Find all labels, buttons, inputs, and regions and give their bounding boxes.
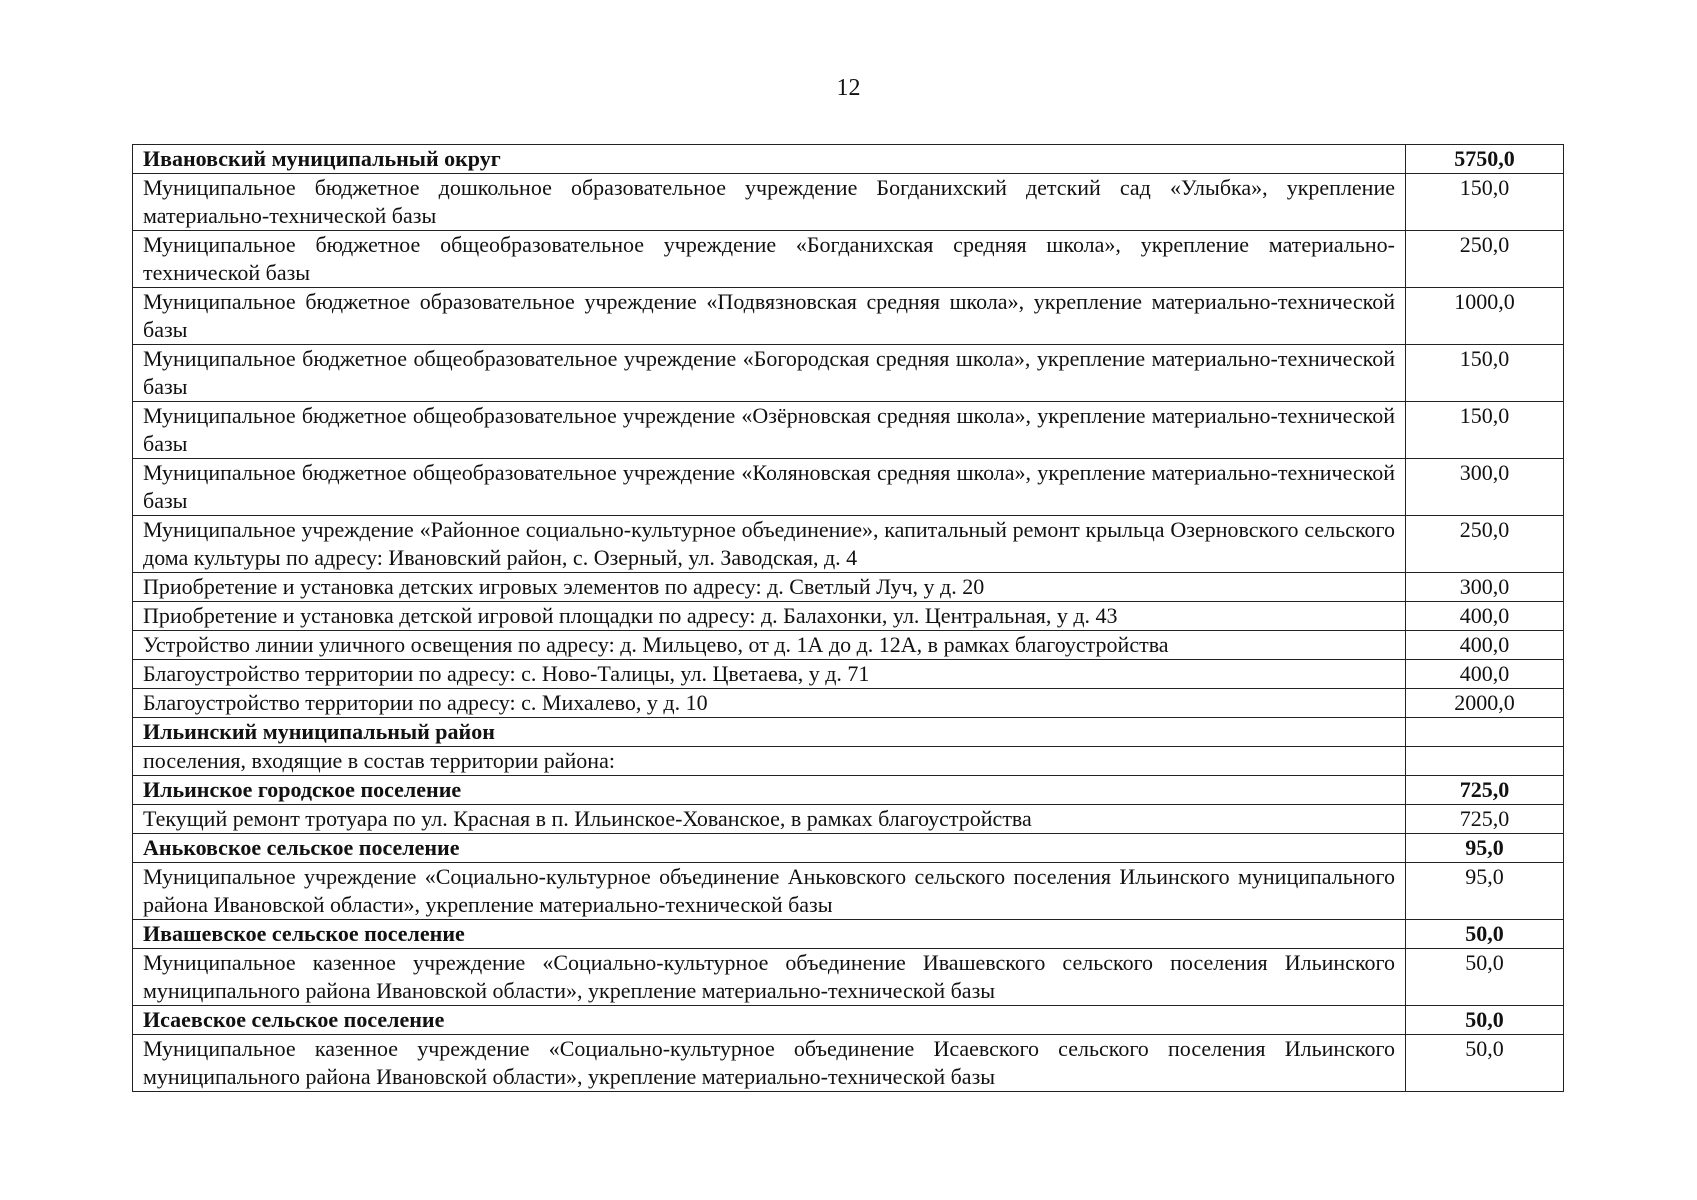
- page-number: 12: [836, 75, 861, 101]
- row-amount: 300,0: [1406, 459, 1564, 516]
- table-row-heading: [133, 834, 1564, 863]
- table-row-heading: [133, 145, 1564, 174]
- row-amount: 150,0: [1406, 402, 1564, 459]
- row-description: Ивановский муниципальный округ: [133, 145, 1406, 174]
- row-description: Муниципальное казенное учреждение «Социально-культурное объединение Ивашевского сельского поселения Ильинского муниципального района Ивановской области», укрепление материально-технической базы: [133, 949, 1406, 1006]
- table-row: [133, 459, 1564, 516]
- row-amount: 725,0: [1406, 776, 1564, 805]
- row-amount: 400,0: [1406, 602, 1564, 631]
- table-row: [133, 863, 1564, 920]
- row-amount: 250,0: [1406, 516, 1564, 573]
- row-amount: 1000,0: [1406, 288, 1564, 345]
- row-description: Ильинское городское поселение: [133, 776, 1406, 805]
- row-description: Муниципальное бюджетное образовательное учреждение «Подвязновская средняя школа», укрепление материально-технической базы: [133, 288, 1406, 345]
- table-row: [133, 602, 1564, 631]
- row-description: Муниципальное бюджетное общеобразовательное учреждение «Богданихская средняя школа», укрепление материально-технической базы: [133, 231, 1406, 288]
- row-description: Приобретение и установка детской игровой площадки по адресу: д. Балахонки, ул. Центральная, у д. 43: [133, 602, 1406, 631]
- row-description: Муниципальное учреждение «Социально-культурное объединение Аньковского сельского поселения Ильинского муниципального района Ивановской области», укрепление материально-технической базы: [133, 863, 1406, 920]
- table-row-heading: [133, 718, 1564, 747]
- row-description: Устройство линии уличного освещения по адресу: д. Мильцево, от д. 1А до д. 12А, в рамках благоустройства: [133, 631, 1406, 660]
- row-description: Ивашевское сельское поселение: [133, 920, 1406, 949]
- table-row: [133, 573, 1564, 602]
- table-row: [133, 516, 1564, 573]
- row-amount: 5750,0: [1406, 145, 1564, 174]
- table-row: [133, 805, 1564, 834]
- row-description: Аньковское сельское поселение: [133, 834, 1406, 863]
- table-row-heading: [133, 1006, 1564, 1035]
- row-description: Текущий ремонт тротуара по ул. Красная в п. Ильинское-Хованское, в рамках благоустройства: [133, 805, 1406, 834]
- row-description: Муниципальное учреждение «Районное социально-культурное объединение», капитальный ремонт крыльца Озерновского сельского дома культуры по адресу: Ивановский район, с. Озерный, ул. Заводская, д. 4: [133, 516, 1406, 573]
- row-description: Муниципальное бюджетное дошкольное образовательное учреждение Богданихский детский сад «Улыбка», укрепление материально-технической базы: [133, 174, 1406, 231]
- row-amount: 400,0: [1406, 660, 1564, 689]
- row-description: поселения, входящие в состав территории района:: [133, 747, 1406, 776]
- table-row: [133, 747, 1564, 776]
- row-amount: 150,0: [1406, 345, 1564, 402]
- table-row: [133, 402, 1564, 459]
- table-row: [133, 631, 1564, 660]
- row-description: Муниципальное казенное учреждение «Социально-культурное объединение Исаевского сельского поселения Ильинского муниципального района Ивановской области», укрепление материально-технической базы: [133, 1035, 1406, 1092]
- table-row: [133, 345, 1564, 402]
- row-description: Ильинский муниципальный район: [133, 718, 1406, 747]
- row-amount: [1406, 718, 1564, 747]
- row-amount: 50,0: [1406, 920, 1564, 949]
- row-amount: 95,0: [1406, 863, 1564, 920]
- table-row: [133, 1035, 1564, 1092]
- row-amount: 150,0: [1406, 174, 1564, 231]
- row-description: Муниципальное бюджетное общеобразовательное учреждение «Озёрновская средняя школа», укрепление материально-технической базы: [133, 402, 1406, 459]
- table-row-heading: [133, 776, 1564, 805]
- funding-table: [132, 144, 1564, 1092]
- table-row: [133, 689, 1564, 718]
- row-amount: 250,0: [1406, 231, 1564, 288]
- row-description: Муниципальное бюджетное общеобразовательное учреждение «Коляновская средняя школа», укрепление материально-технической базы: [133, 459, 1406, 516]
- row-amount: 2000,0: [1406, 689, 1564, 718]
- table-row: [133, 949, 1564, 1006]
- row-amount: 300,0: [1406, 573, 1564, 602]
- row-description: Приобретение и установка детских игровых элементов по адресу: д. Светлый Луч, у д. 20: [133, 573, 1406, 602]
- row-description: Благоустройство территории по адресу: с. Ново-Талицы, ул. Цветаева, у д. 71: [133, 660, 1406, 689]
- row-description: Благоустройство территории по адресу: с. Михалево, у д. 10: [133, 689, 1406, 718]
- table-row: [133, 288, 1564, 345]
- row-amount: 725,0: [1406, 805, 1564, 834]
- row-amount: 50,0: [1406, 949, 1564, 1006]
- row-amount: [1406, 747, 1564, 776]
- table-row: [133, 174, 1564, 231]
- row-amount: 50,0: [1406, 1006, 1564, 1035]
- row-description: Муниципальное бюджетное общеобразовательное учреждение «Богородская средняя школа», укрепление материально-технической базы: [133, 345, 1406, 402]
- row-amount: 400,0: [1406, 631, 1564, 660]
- row-amount: 95,0: [1406, 834, 1564, 863]
- row-amount: 50,0: [1406, 1035, 1564, 1092]
- table-row: [133, 231, 1564, 288]
- table-row-heading: [133, 920, 1564, 949]
- table-row: [133, 660, 1564, 689]
- row-description: Исаевское сельское поселение: [133, 1006, 1406, 1035]
